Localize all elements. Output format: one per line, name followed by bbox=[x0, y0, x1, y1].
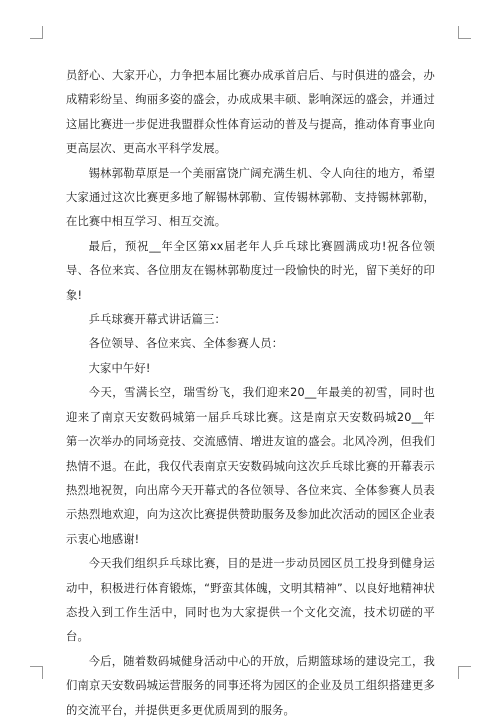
page-corner-mark-bottom-right bbox=[458, 666, 471, 679]
paragraph-opening: 今天，雪满长空，瑞雪纷飞，我们迎来20__年最美的初雪，同时也迎来了南京天安数码城第一届乒乓球比赛。这是南京天安数码城20__年第一次举办的同场竞技、交流感情、增进友谊的盛会。北风冷冽，但我们热情不退。在此，我仅代表南京天安数码城向这次乒乓球比赛的开幕表示热烈地祝贺，向出席今天开幕式的各位领导、各位来宾、全体参赛人员表示热烈地欢迎，向为这次比赛提供赞助服务及参加此次活动的园区企业表示衷心地感谢! bbox=[66, 386, 435, 546]
document-body bbox=[66, 64, 435, 723]
paragraph-xilingol: 锡林郭勒草原是一个美丽富饶广阔充满生机、令人向往的地方，希望大家通过这次比赛更多地了解锡林郭勒、宣传锡林郭勒、支持锡林郭勒，在比赛中相互学习、相互交流。 bbox=[66, 166, 435, 229]
paragraph-future: 今后，随着数码城健身活动中心的开放，后期篮球场的建设完工，我们南京天安数码城运营服务的同事还将为园区的企业及员工组织搭建更多的交流平台，并提供更多更优质周到的服务。 bbox=[66, 654, 435, 717]
page-corner-mark-top-right bbox=[458, 26, 471, 39]
section-heading: 乒乓球赛开幕式讲话篇三： bbox=[88, 313, 226, 327]
page-corner-mark-top-left bbox=[30, 26, 43, 39]
paragraph-continuation: 员舒心、大家开心，力争把本届比赛办成承首启后、与时俱进的盛会，办成精彩纷呈、绚丽多姿的盛会，办成成果丰硕、影响深远的盛会，并通过这届比赛进一步促进我盟群众性体育运动的普及与提高，推动体育事业向更高层次、更高水平科学发展。 bbox=[66, 69, 435, 156]
page-corner-mark-bottom-left bbox=[30, 666, 43, 679]
salutation: 各位领导、各位来宾、全体参赛人员： bbox=[88, 337, 284, 351]
paragraph-purpose: 今天我们组织乒乓球比赛，目的是进一步动员园区员工投身到健身运动中，积极进行体育锻炼，“野蛮其体魄，文明其精神”、以良好地精神状态投入到工作生活中，同时也为大家提供一个文化交流，技术切磋的平台。 bbox=[66, 557, 435, 644]
paragraph-closing-wishes: 最后，预祝__年全区第xx届老年人乒乓球比赛圆满成功!祝各位领导、各位来宾、各位朋友在锡林郭勒度过一段愉快的时光，留下美好的印象! bbox=[66, 239, 435, 302]
greeting: 大家中午好! bbox=[88, 361, 151, 375]
